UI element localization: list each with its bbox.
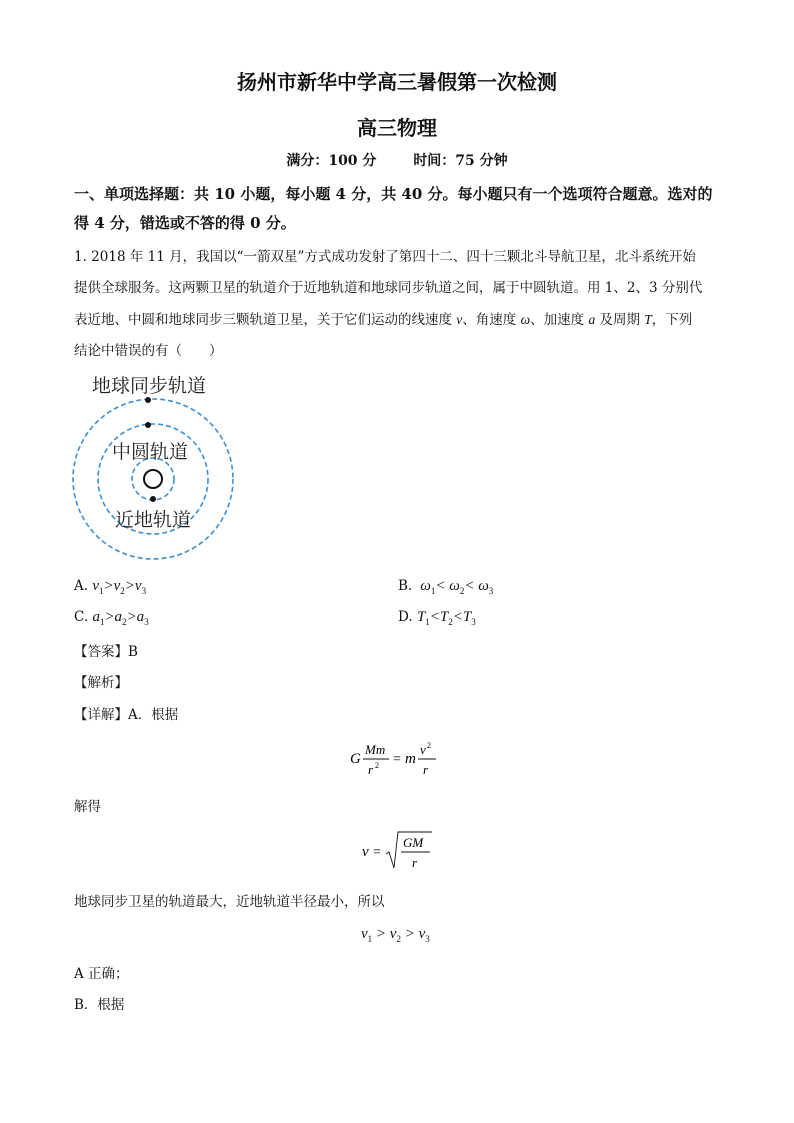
svg-text:2: 2 [375, 761, 379, 770]
detail-line: 【详解】A．根据 [74, 707, 179, 723]
stem-line: 提供全球服务。这两颗卫星的轨道介于近地轨道和地球同步轨道之间，属于中圆轨道。用 1、2、3 分别代 [74, 280, 703, 296]
stem-text: 及周期 [595, 312, 645, 328]
svg-text:Mm: Mm [365, 742, 386, 757]
page-subtitle: 高三物理 [357, 116, 437, 140]
exam-meta [0, 150, 794, 170]
var-T: T [644, 312, 652, 327]
option-a: A. $v_1>v_2>v_3$ [74, 578, 147, 596]
svg-text:r: r [423, 762, 429, 777]
svg-text:2: 2 [427, 741, 431, 750]
svg-text:r: r [412, 855, 418, 870]
option-a-letter: A. [74, 578, 89, 594]
svg-text:v: v [420, 742, 426, 757]
a-correct-line: A 正确； [74, 966, 129, 982]
stem-text: 、角速度 [462, 312, 521, 328]
label-near-orbit: 近地轨道 [115, 509, 192, 531]
var-a: a [588, 312, 596, 327]
satellite-2 [145, 422, 151, 428]
b-basis-line: B．根据 [74, 997, 125, 1013]
stem-line: 结论中错误的有（ ） [74, 343, 223, 359]
stem-line: 1. 2018 年 11 月，我国以“一箭双星”方式成功发射了第四十二、四十三颗北斗导航卫星，北斗系统开始 [74, 249, 696, 265]
stem-line [74, 304, 724, 336]
stem-text: 、加速度 [530, 312, 589, 328]
section-heading: 一、单项选择题：共 10 小题，每小题 4 分，共 40 分。每小题只有一个选项符合题意。选对的得 4 分，错选或不答的得 0 分。 [74, 185, 713, 232]
option-d-letter: D. [398, 609, 413, 625]
svg-text:=: = [373, 845, 381, 860]
page-title: 扬州市新华中学高三暑假第一次检测 [237, 70, 557, 94]
option-b: B. $\omega_1< \omega_2< \omega_3$ [398, 578, 494, 596]
var-v: v [456, 312, 463, 327]
score-info: 满分：100 分 [286, 153, 377, 169]
analysis-heading: 【解析】 [74, 675, 128, 691]
stem-text: ，下列 [651, 312, 693, 328]
svg-text:v: v [362, 844, 369, 860]
conclusion-line: 地球同步卫星的轨道最大，近地轨道半径最小，所以 [74, 894, 385, 910]
svg-text:r: r [368, 762, 374, 777]
formula-gravity [348, 738, 448, 780]
solve-line: 解得 [74, 799, 101, 815]
option-b-letter: B. [398, 578, 413, 594]
stem-text: 表近地、中圆和地球同步三颗轨道卫星，关于它们运动的线速度 [74, 312, 457, 328]
answer-line: 【答案】B [74, 644, 138, 660]
svg-text:G: G [350, 751, 361, 767]
formula-velocity-compare: $v_1 > v_2 > v_3$ [361, 926, 430, 944]
label-mid-orbit: 中圆轨道 [112, 441, 189, 463]
question-1-stem [74, 242, 724, 367]
option-c-letter: C. [74, 609, 89, 625]
time-info: 时间：75 分钟 [413, 153, 508, 169]
svg-text:=: = [393, 752, 401, 767]
svg-text:GM: GM [403, 835, 424, 850]
earth [144, 470, 162, 488]
option-c: C. $a_1>a_2>a_3$ [74, 609, 149, 627]
satellite-1 [150, 496, 156, 502]
svg-text:m: m [405, 751, 416, 767]
option-d: D. $T_1<T_2<T_3$ [398, 609, 476, 627]
formula-velocity [360, 828, 440, 874]
var-omega: ω [520, 312, 531, 327]
label-geo-orbit: 地球同步轨道 [92, 375, 207, 397]
